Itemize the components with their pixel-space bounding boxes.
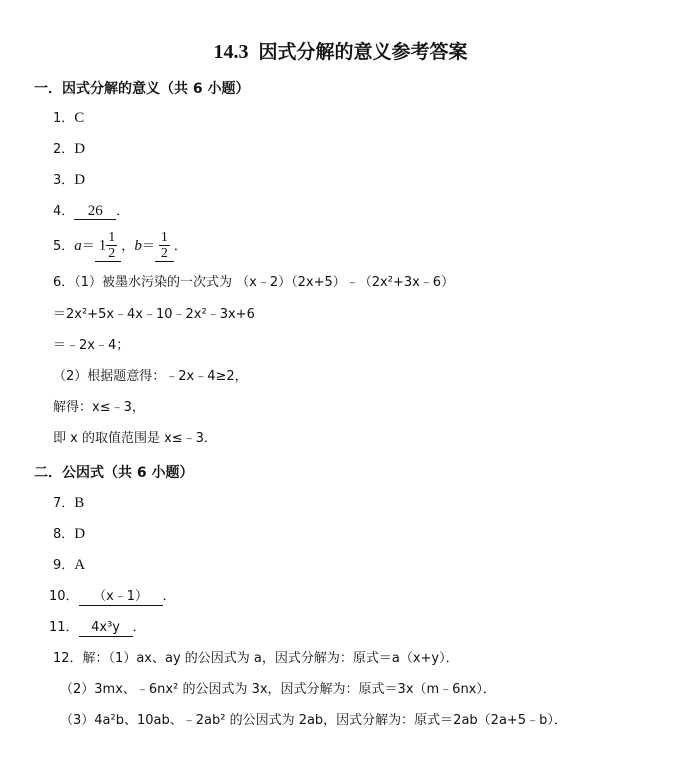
separator: ， xyxy=(121,239,135,254)
numerator: 1 xyxy=(108,230,116,245)
answer-line-8 xyxy=(53,525,85,544)
answer-line-7 xyxy=(53,494,84,513)
mixed-whole: 1 xyxy=(98,237,107,254)
answer-line-10 xyxy=(49,587,176,606)
answer-line-1 xyxy=(53,109,84,128)
answer-value: B xyxy=(74,495,85,511)
q6-line-2: ＝2x²+5x﹣4x﹣10﹣2x²﹣3x+6 xyxy=(53,307,255,322)
equals-sign: ＝ xyxy=(141,239,155,254)
question-number: 4． xyxy=(53,204,75,219)
q12-line-2: （2）3mx、﹣6nx² 的公因式为 3x，因式分解为：原式＝3x（m﹣6nx）． xyxy=(60,682,496,697)
question-number: 10． xyxy=(49,589,79,604)
answer-value: D xyxy=(74,526,86,542)
answer-blank-b xyxy=(155,230,174,262)
question-number: 11． xyxy=(49,620,79,635)
q6-line-4: （2）根据题意得：﹣2x﹣4≥2， xyxy=(53,369,248,384)
answer-value: D xyxy=(74,141,86,157)
var-a: a xyxy=(74,238,82,254)
end-mark: ． xyxy=(132,620,146,635)
q12-line-3: （3）4a²b、10ab、﹣2ab² 的公因式为 2ab，因式分解为：原式＝2ab（2a+5﹣b）． xyxy=(60,713,567,728)
answer-line-9 xyxy=(53,556,85,575)
question-number: 1． xyxy=(53,111,75,126)
answer-blank-a xyxy=(95,230,122,262)
fraction-a xyxy=(106,230,117,261)
answer-line-5 xyxy=(53,230,187,262)
answer-line-11 xyxy=(49,618,146,637)
denominator: 2 xyxy=(160,246,168,261)
question-number: 9． xyxy=(53,558,75,573)
answer-line-3 xyxy=(53,171,85,190)
section-heading-1: 一．因式分解的意义（共 6 小题） xyxy=(34,81,250,97)
question-number: 7． xyxy=(53,496,75,511)
end-mark: ． xyxy=(162,589,176,604)
var-b: b xyxy=(134,238,142,254)
answer-line-2 xyxy=(53,140,85,159)
answer-blank: 4x³y xyxy=(79,620,133,637)
answer-blank: （x﹣1） xyxy=(79,589,163,606)
answer-line-4 xyxy=(53,202,129,221)
equals-sign: ＝ xyxy=(81,239,95,254)
title-text: 因式分解的意义参考答案 xyxy=(258,41,468,63)
q6-line-6: 即 x 的取值范围是 x≤﹣3． xyxy=(53,431,217,446)
fraction-b xyxy=(159,230,170,261)
question-number: 3． xyxy=(53,173,75,188)
end-mark: ． xyxy=(173,239,187,254)
answer-value: C xyxy=(74,110,85,126)
q6-line-5: 解得：x≤﹣3， xyxy=(53,400,145,415)
q6-line-3: ＝﹣2x﹣4； xyxy=(53,338,130,353)
answer-blank: 26 xyxy=(74,203,116,220)
question-number: 5． xyxy=(53,239,75,254)
title-number: 14.3 xyxy=(213,41,249,63)
answer-value: A xyxy=(74,557,86,573)
q6-line-1: 6．（1）被墨水污染的一次式为 （x﹣2）（2x+5）﹣（2x²+3x﹣6） xyxy=(53,275,455,290)
question-number: 2． xyxy=(53,142,75,157)
numerator: 1 xyxy=(160,230,168,245)
end-mark: ． xyxy=(116,204,130,219)
section-heading-2: 二．公因式（共 6 小题） xyxy=(34,465,194,481)
question-number: 8． xyxy=(53,527,75,542)
denominator: 2 xyxy=(108,246,116,261)
q12-line-1: 12．解：（1）ax、ay 的公因式为 a，因式分解为：原式＝a（x+y）． xyxy=(53,651,459,666)
answer-value: D xyxy=(74,172,86,188)
page-title xyxy=(0,37,681,64)
